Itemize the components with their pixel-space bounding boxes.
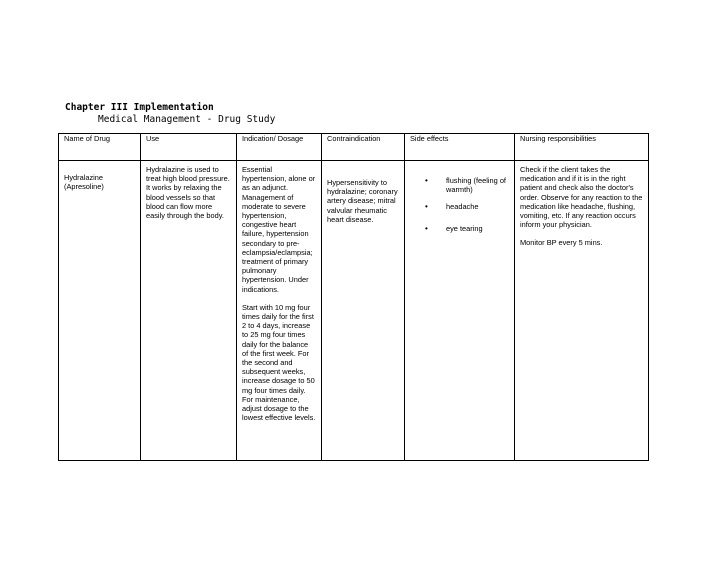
list-item [410,176,509,194]
bullet-icon: • [425,202,428,212]
nursing-text-observation: Check if the client takes the medication and if it is in the right patient and check also the doctor's order. Observe for any reaction to the medication like headache, flushing, vomiting, etc. If any reaction occurs inform your physician. [520,165,643,230]
bullet-icon: • [425,223,428,233]
header-indication-dosage: Indication/ Dosage [237,134,322,161]
cell-use [141,161,237,461]
table-header-row [59,134,649,161]
cell-drug-name [59,161,141,461]
side-effects-list [410,176,509,233]
drug-brand-name: (Apresoline) [64,182,104,192]
use-text: Hydralazine is used to treat high blood pressure. It works by relaxing the blood vessels so that blood can flow more easily through the body. [146,165,230,221]
cell-side-effects [405,161,515,461]
indication-text: Essential hypertension, alone or as an adjunct. Management of moderate to severe hypertension, congestive heart failure, hypertension secondary to pre-eclampsia/eclampsia; treatment of primary pulmonary hypertension. Under indications. [242,165,316,294]
table-row [59,161,649,461]
header-side-effects: Side effects [405,134,515,161]
dosage-text: Start with 10 mg four times daily for the first 2 to 4 days, increase to 25 mg four times daily for the balance of the first week. For the second and subsequent weeks, increase dosage to 50 mg four times daily. For maintenance, adjust dosage to the lowest effective levels. [242,302,316,423]
header-use: Use [141,134,237,161]
header-contraindication: Contraindication [322,134,405,161]
nursing-text-monitor: Monitor BP every 5 mins. [520,238,603,248]
contraindication-text: Hypersensitivity to hydralazine; coronary artery disease; mitral valvular rheumatic heart disease. [327,178,398,224]
cell-nursing-responsibilities [515,161,649,461]
list-item [410,202,509,211]
bullet-icon: • [425,176,428,185]
cell-contraindication [322,161,405,461]
drug-generic-name: Hydralazine [64,173,104,182]
header-nursing-responsibilities: Nursing responsibilities [515,134,649,161]
drug-study-table [58,133,649,461]
side-effect-text: headache [446,202,479,212]
header-name-of-drug: Name of Drug [59,134,141,161]
side-effect-text: eye tearing [446,223,483,233]
list-item [410,224,509,233]
side-effect-text: flushing (feeling of warmth) [446,176,506,195]
chapter-title: Chapter III Implementation [65,102,214,113]
section-subtitle: Medical Management - Drug Study [98,114,276,125]
cell-indication-dosage [237,161,322,461]
